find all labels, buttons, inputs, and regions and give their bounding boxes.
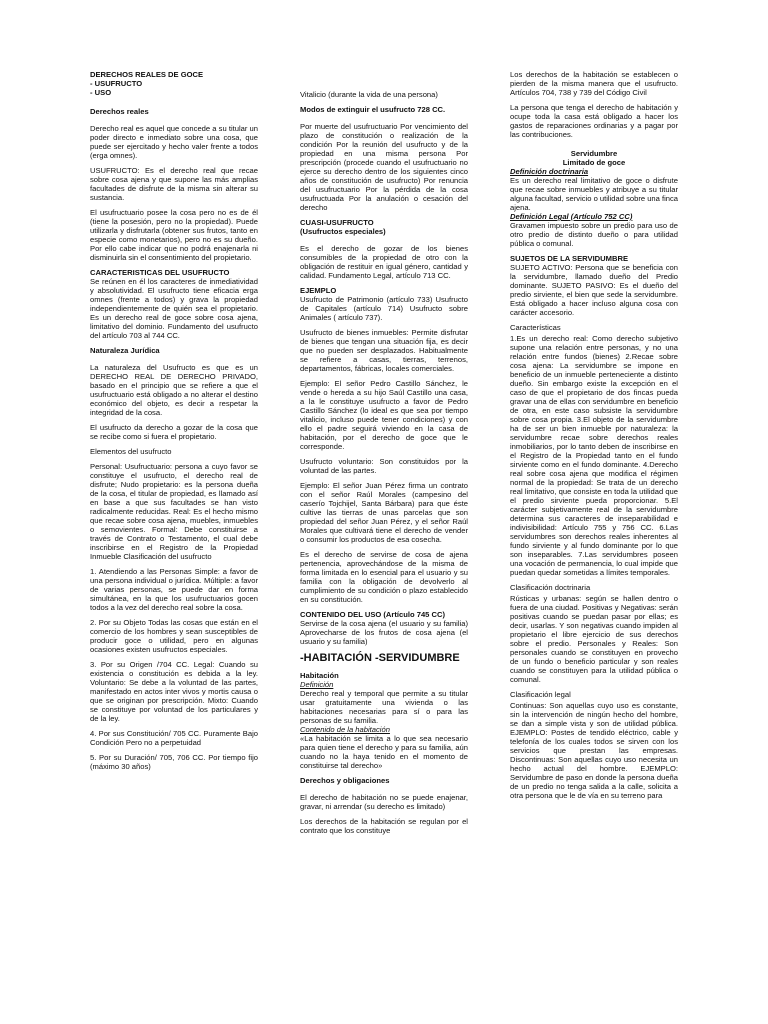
paragraph-clasificacion-doctrinaria: Rústicas y urbanas: según se hallen dentro o fuera de una ciudad. Positivas y Negativas: serán positivas cuando se puedan pasar por ellas; es decir, usarlas. Y son negativas cuando impiden al propietario el libre ejercicio de sus derechos sobre el predio. Personales y Reales: Son personales cuando se constituyen en provecho de un fundo o beneficio particular y son reales cuando se constituyen para la utilidad pública o comunal. [510, 594, 678, 684]
paragraph-sujetos: SUJETO ACTIVO: Persona que se beneficia con la servidumbre, llamado dueño del Predio dominante. SUJETO PASIVO: Es el dueño del predio sirviente, el bien que sede la servidumbre. Está obligado a hacer incluso alguna cosa con carácter accesorio. [510, 263, 678, 317]
paragraph-ejemplo: Usufructo de Patrimonio (artículo 733) Usufructo de Capitales (artículo 714) Usufructo sobre Animales ( artículo 737). [300, 295, 468, 322]
paragraph-clasificacion-1: 1. Atendiendo a las Personas Simple: a favor de una persona individual o jurídica. Múltiple: a favor de varias personas, se puede dar en forma simultánea, en la que los usufructuarios gocen todos a la vez del derecho real sobre la cosa. [90, 567, 258, 612]
subtitle-uso: - USO [90, 88, 112, 97]
heading-caracteristicas: CARACTERISTICAS DEL USUFRUCTO [90, 268, 230, 277]
paragraph-extincion-habitacion: Los derechos de la habitación se establecen o pierden de la misma manera que el usufructo. Artículos 704, 738 y 739 del Código Civil [510, 70, 678, 97]
heading-derechos-reales: Derechos reales [90, 107, 149, 116]
paragraph-vitalicio: Vitalicio (durante la vida de una persona) [300, 90, 438, 99]
paragraph-caracteristicas: Se reúnen en él los caracteres de inmediatividad y absolutividad. El usufructo tiene eficacia erga omnes (frente a todos) y grava la propiedad independientemente de quién sea el propietario. Es un derecho real de goce sobre cosa ajena, limitativo del dominio. Fundamento del usufructo del artículo 703 al 744 CC. [90, 277, 258, 340]
heading-definicion-legal: Definición Legal (Artículo 752 CC) [510, 212, 633, 221]
heading-elementos: Elementos del usufructo [90, 447, 172, 456]
heading-definicion-doctrinaria: Definición doctrinaria [510, 167, 589, 176]
heading-clasificacion-doctrinaria: Clasificación doctrinaria [510, 583, 591, 592]
heading-habitacion-servidumbre: -HABITACIÓN -SERVIDUMBRE [300, 652, 460, 664]
paragraph-contenido-uso: Servirse de la cosa ajena (el usuario y su familia) Aprovecharse de los frutos de cosa ajena (el usuario y su familia) [300, 619, 468, 646]
paragraph-usufructo: USUFRUCTO: Es el derecho real que recae sobre cosa ajena y que supone las más amplias facultades de disfrute de la misma sin alterar su sustancia. [90, 166, 258, 202]
heading-naturaleza: Naturaleza Jurídica [90, 346, 160, 355]
heading-sujetos: SUJETOS DE LA SERVIDUMBRE [510, 254, 629, 263]
heading-modos-extinguir: Modos de extinguir el usufructo 728 CC. [300, 105, 446, 114]
heading-clasificacion-legal: Clasificación legal [510, 690, 571, 699]
paragraph-definicion-legal: Gravamen impuesto sobre un predio para uso de otro predio de distinto dueño o para utilidad pública o comunal. [510, 221, 678, 248]
paragraph-gastos-habitacion: La persona que tenga el derecho de habitación y ocupe toda la casa está obligado a hacer los gastos de reparaciones ordinarias y a pagar por las contribuciones. [510, 103, 678, 139]
column-1 [90, 70, 258, 777]
paragraph-bienes-inmuebles: Usufructo de bienes inmuebles: Permite disfrutar de bienes que tengan una situación fija, es decir que no pueden ser desplazados. Habitualmente se refiere a casas, tierras, terrenos, departamentos, fábricas, locales comerciales. [300, 328, 468, 373]
column-2 [300, 90, 468, 841]
paragraph-usufructo-voluntario: Usufructo voluntario: Son constituidos por la voluntad de las partes. [300, 457, 468, 475]
paragraph-naturaleza: La naturaleza del Usufructo es que es un DERECHO REAL DE DERECHO PRIVADO, basado en el principio que se refiere a que el usufructuario está obligado a no alterar el destino económico del objeto, es decir a respetar la integridad de la cosa. [90, 363, 258, 417]
heading-contenido-uso: CONTENIDO DEL USO (Artículo 745 CC) [300, 610, 446, 619]
paragraph-definicion: Derecho real y temporal que permite a su titular usar gratuitamente una vivienda o las habitaciones necesarias para sí o para las personas de su familia. [300, 689, 468, 725]
paragraph-clasificacion-5: 5. Por su Duración/ 705, 706 CC. Por tiempo fijo (máximo 30 años) [90, 753, 258, 771]
heading-definicion: Definición [300, 680, 334, 689]
paragraph-regulan: Los derechos de la habitación se regulan por el contrato que los constituye [300, 817, 468, 835]
paragraph-clasificacion-3: 3. Por su Origen /704 CC. Legal: Cuando su existencia o constitución es debida a la ley. Voluntario: Se debe a la voluntad de las partes, manifestado en actos inter vivos y mortis causa o que se originan por prescripción. Mixto: Cuando se constituye por voluntad de los particulares y de la ley. [90, 660, 258, 723]
paragraph-clasificacion-2: 2. Por su Objeto Todas las cosas que están en el comercio de los hombres y sean susceptibles de producir goce o utilidad, pero en algunas ocasiones existen usufructos especiales. [90, 618, 258, 654]
heading-habitacion: Habitación [300, 671, 339, 680]
paragraph-uso: Es el derecho de servirse de cosa de ajena pertenencia, aprovechándose de la misma de forma limitada en lo esencial para el usuario y su familia con la obligación de devolverlo al cumplimiento de su condición o plazo establecido en su constitución. [300, 550, 468, 604]
paragraph-caracteristicas-servidumbre: 1.Es un derecho real: Como derecho subjetivo supone una relación entre personas, y no una relación entre fundos (bienes) 2.Recae sobre cosa ajena: La servidumbre se impone en beneficio de un inmueble perteneciente a distinto dueño. Sin embargo existe la excepción en el caso de que el propietario de dos fincas pueda gravar una de ellas con servidumbre en beneficio de otra, en este caso subsiste la servidumbre sobre cosa propia. 3.El objeto de la servidumbre ha de ser un bien inmueble por naturaleza: la servidumbre recae sobre derechos reales inmobiliarios, por lo tanto deben de inscribirse en el Registro de la Propiedad tanto en el fundo sirviente como en el fundo dominante. 4.Derecho real sobre cosa ajena que modifica el régimen normal de la propiedad: Se trata de un derecho real limitativo, que consiste en toda la utilidad que el predio sirviente pueda proporcionar. 5.El carácter subjetivamente real de la servidumbre determina sus caracteres de inseparabilidad e indivisibilidad: Artículo 755 y 756 CC. 6.Las servidumbres son derechos reales inherentes al fundo sirviente y al fundo dominante por lo que son inseparables. 7.Las servidumbres poseen una vocación de permanencia, lo cual impide que puedan quedar sometidas a límites temporales. [510, 334, 678, 577]
paragraph-derecho-real: Derecho real es aquel que concede a su titular un poder directo e inmediato sobre una cosa, que puede ser ejercitado y hecho valer frente a todos (erga omnes). [90, 124, 258, 160]
paragraph-contenido-habitacion: «La habitación se limita a lo que sea necesario para quien tiene el derecho y para su familia, aún cuando no la haya tenido en el momento de constituirse tal derecho» [300, 734, 468, 770]
heading-caracteristicas-servidumbre: Características [510, 323, 561, 332]
subtitle-usufructo: - USUFRUCTO [90, 79, 143, 88]
column-3 [510, 70, 678, 806]
heading-servidumbre: Servidumbre [570, 149, 618, 158]
heading-cuasi-usufructo: CUASI-USUFRUCTO [300, 218, 374, 227]
heading-usufructos-especiales: (Usufructos especiales) [300, 227, 386, 236]
paragraph-modos-extinguir: Por muerte del usufructuario Por vencimiento del plazo de constitución o realización de la condición Por la reunión del usufructo y de la propiedad en una misma persona Por prescripción (procede cuando el usufructuario no ejerce su derecho dentro de los siguientes cinco años de constitución de usufructo) Por renuncia del usufructuario Por la pérdida de la cosa usufructuada Por la anulación o cesación del derecho [300, 122, 468, 212]
paragraph-clasificacion-4: 4. Por sus Constitución/ 705 CC. Puramente Bajo Condición Pero no a perpetuidad [90, 729, 258, 747]
paragraph-ejemplo-perez: Ejemplo: El señor Juan Pérez firma un contrato con el señor Raúl Morales (campesino del caserío Tojchijel, Santa Bárbara) para que éste cultive las tierras de unas parcelas que son propiedad del señor Juan Pérez, y el señor Raúl Morales que cultivará tiene el derecho de vender o consumir los productos de esa cosecha. [300, 481, 468, 544]
heading-limitado-goce: Limitado de goce [562, 158, 626, 167]
document-title: DERECHOS REALES DE GOCE [90, 70, 204, 79]
heading-contenido-habitacion: Contenido de la habitación [300, 725, 390, 734]
paragraph-cuasi-usufructo: Es el derecho de gozar de los bienes consumibles de la propiedad de otro con la obligación de restituir en igual género, cantidad y calidad. Fundamento Legal, artículo 713 CC. [300, 244, 468, 280]
heading-derechos-obligaciones: Derechos y obligaciones [300, 776, 390, 785]
heading-ejemplo: EJEMPLO [300, 286, 337, 295]
paragraph-clasificacion-legal: Continuas: Son aquellas cuyo uso es constante, sin la intervención de ningún hecho del hombre, se dan a simple vista y son de utilidad pública. EJEMPLO: Postes de tendido eléctrico, cable y telefonía de los cuales todos se sirven con los servicios que prestan las empresas. Discontinuas: Son aquellas cuyo uso necesita un hecho actual del hombre. EJEMPLO: Servidumbre de paso en donde la persona dueña de un predio no tenga salida a la calle, solicita a otra persona que le de vía en su terreno para [510, 701, 678, 800]
paragraph-usufructuario: El usufructuario posee la cosa pero no es de él (tiene la posesión, pero no la propiedad). Puede utilizarla y disfrutarla (obtener sus frutos, tanto en especie como monetarios), pero no es su dueño. Por ello cabe indicar que no podrá enajenarla ni disminuirla sin el consentimiento del propietario. [90, 208, 258, 262]
paragraph-definicion-doctrinaria: Es un derecho real limitativo de goce o disfrute que recae sobre inmuebles y atribuye a su titular alguna facultad, servicio o utilidad sobre una finca ajena. [510, 176, 679, 212]
paragraph-ejemplo-castillo: Ejemplo: El señor Pedro Castillo Sánchez, le vende o hereda a su hijo Saúl Castillo una casa, a la le constituye usufructo a favor de Pedro Castillo Sánchez (lo ideal es que sea por tiempo vitalicio, incluso puede tener condiciones) y con ello el padre seguirá viviendo en la casa de habitación, por el derecho de goce que le corresponde. [300, 379, 468, 451]
paragraph-elementos: Personal: Usufructuario: persona a cuyo favor se constituye el usufructo, el derecho real de disfrute; Nudo propietario: es la persona dueña de la cosa, el titular de propiedad, es llamado así en base a que sus facultades se han visto radicalmente reducidas. Real: Es el hecho mismo que recae sobre cosa ajena, muebles, inmuebles o semovientes. Formal: Debe constituirse a través de Contrato o Testamento, el cual debe inscribirse en el Registro de la Propiedad Inmueble Clasificación del usufructo [90, 462, 258, 561]
paragraph-obligaciones: El derecho de habitación no se puede enajenar, gravar, ni arrendar (su derecho es limitado) [300, 793, 468, 811]
paragraph-gozar: El usufructo da derecho a gozar de la cosa que se recibe como si fuera el propietario. [90, 423, 258, 441]
